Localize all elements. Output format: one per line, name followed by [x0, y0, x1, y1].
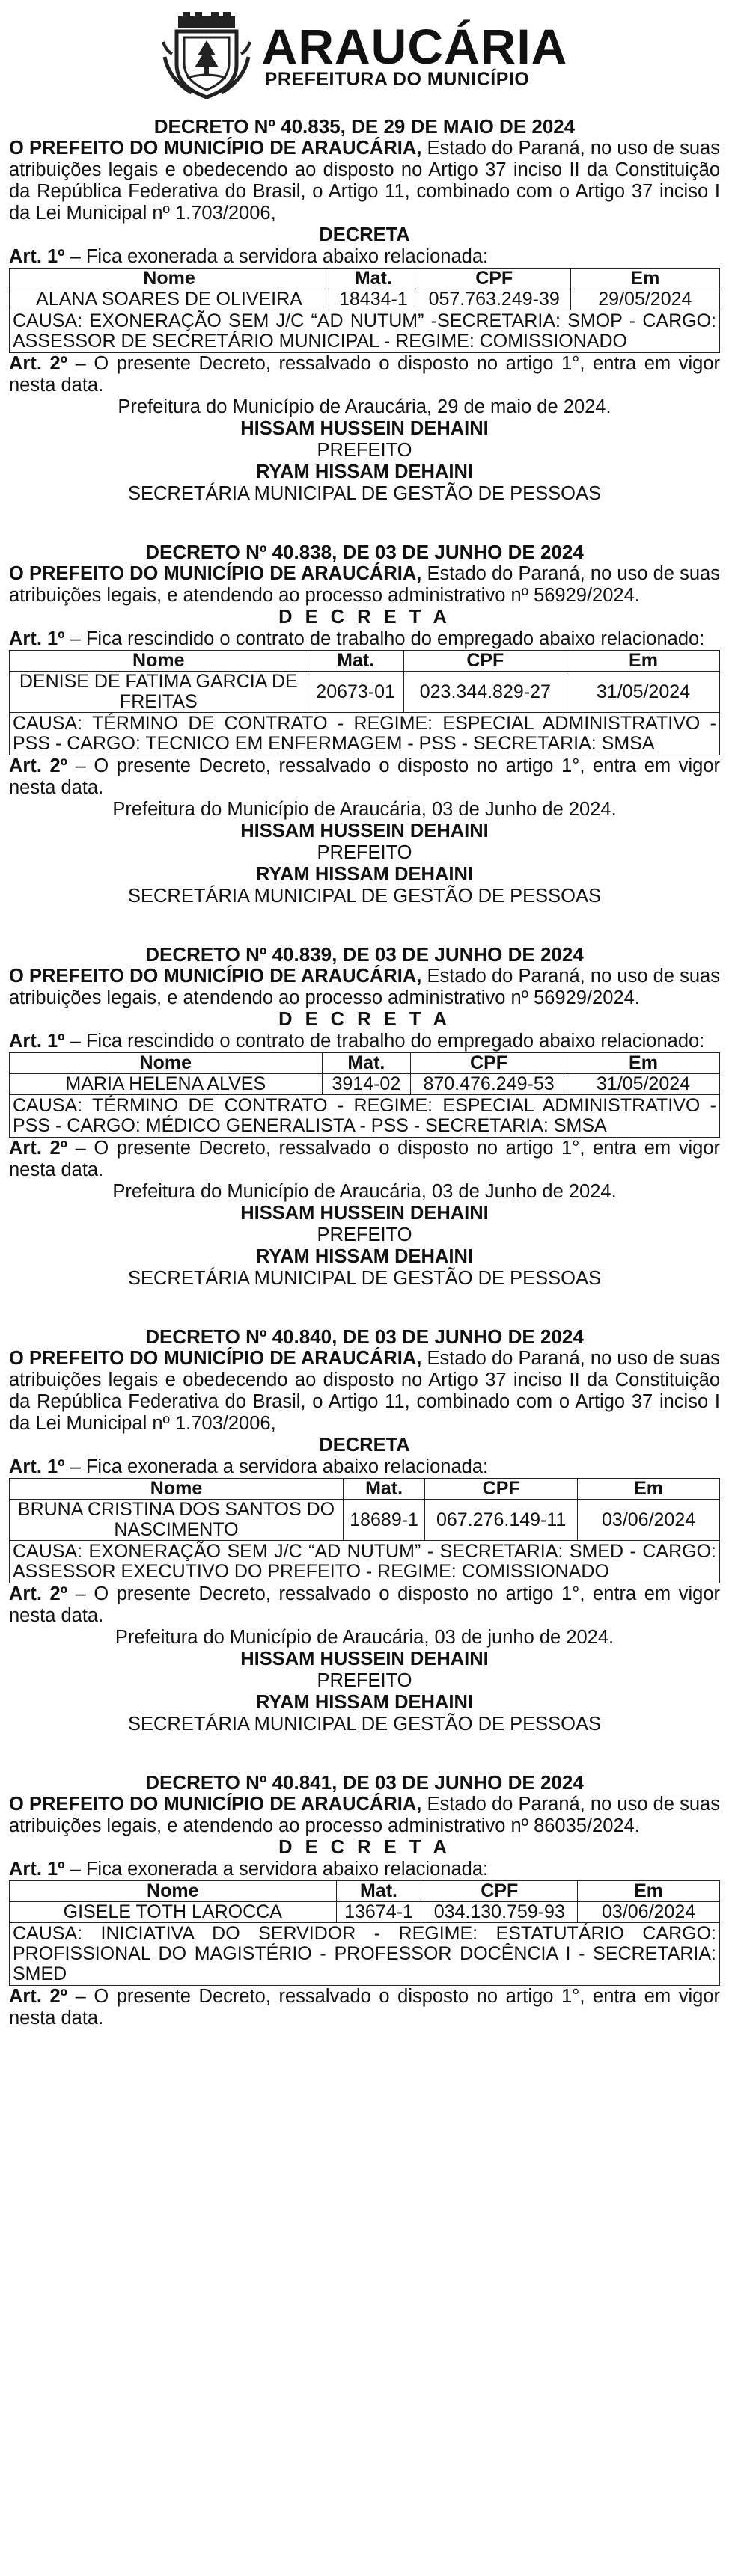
signer-secretary-name: RYAM HISSAM DEHAINI — [256, 864, 473, 885]
table-causa-row — [10, 1095, 720, 1138]
col-header-cpf: CPF — [403, 651, 567, 672]
cell-em: 03/06/2024 — [578, 1500, 720, 1541]
signer-secretary-name: RYAM HISSAM DEHAINI — [256, 1246, 473, 1267]
preamble-text: Estado do Paraná, no uso de suas atribuições legais e obedecendo ao disposto no Artigo 37 inciso II da Constituição da República Federativa do Brasil, o Artigo 11, combinado com o Artigo 37 inciso I da Lei Municipal nº 1.703/2006, — [9, 138, 720, 224]
article-label: Art. 2º — [9, 353, 67, 374]
cell-mat: 3914-02 — [322, 1074, 411, 1095]
cell-cpf: 057.763.249-39 — [418, 289, 570, 310]
article-text: – O presente Decreto, ressalvado o disposto no artigo 1°, entra em vigor nesta data. — [9, 1583, 721, 1626]
article-label: Art. 2º — [9, 755, 67, 776]
col-header-em: Em — [567, 651, 719, 672]
article-2 — [9, 1138, 720, 1181]
decree-preamble — [9, 563, 720, 607]
decree-40835 — [9, 115, 720, 505]
col-header-cpf: CPF — [421, 1881, 578, 1902]
preamble-authority: O PREFEITO DO MUNICÍPIO DE ARAUCÁRIA, — [9, 966, 422, 987]
signer-mayor-name: HISSAM HUSSEIN DEHAINI — [240, 1649, 489, 1669]
cell-em: 29/05/2024 — [570, 289, 719, 310]
cell-nome: MARIA HELENA ALVES — [10, 1074, 323, 1095]
employee-table — [9, 1880, 720, 1986]
decree-closing: Prefeitura do Município de Araucária, 03 de junho de 2024. — [115, 1627, 614, 1648]
col-header-mat: Mat. — [322, 1053, 411, 1074]
signer-mayor-role: PREFEITO — [317, 1224, 412, 1245]
table-causa-row — [10, 1923, 720, 1986]
signer-mayor-name: HISSAM HUSSEIN DEHAINI — [240, 418, 489, 439]
article-1 — [9, 1031, 720, 1052]
cell-cpf: 067.276.149-11 — [425, 1500, 578, 1541]
cell-nome: BRUNA CRISTINA DOS SANTOS DO NASCIMENTO — [10, 1500, 344, 1541]
employee-table — [9, 650, 720, 755]
signer-mayor-role: PREFEITO — [317, 842, 412, 863]
article-text: – O presente Decreto, ressalvado o disposto no artigo 1°, entra em vigor nesta data. — [9, 1986, 721, 2028]
table-header-row — [10, 1881, 720, 1902]
page-header — [9, 0, 720, 105]
cell-cpf: 023.344.829-27 — [403, 672, 567, 713]
cell-causa: CAUSA: INICIATIVA DO SERVIDOR - REGIME: ESTATUTÁRIO CARGO: PROFISSIONAL DO MAGISTÉRIO - PROFESSOR DOCÊNCIA I - SECRETARIA: SMED — [10, 1923, 720, 1986]
decree-40839 — [9, 943, 720, 1289]
col-header-nome: Nome — [10, 651, 308, 672]
article-text: – O presente Decreto, ressalvado o disposto no artigo 1°, entra em vigor nesta data. — [9, 755, 721, 798]
cell-causa: CAUSA: EXONERAÇÃO SEM J/C “AD NUTUM” - SECRETARIA: SMED - CARGO: ASSESSOR EXECUTIVO DO PREFEITO - REGIME: COMISSIONADO — [10, 1541, 720, 1583]
cell-em: 31/05/2024 — [567, 1074, 719, 1095]
article-label: Art. 2º — [9, 1138, 67, 1159]
cell-nome: GISELE TOTH LAROCCA — [10, 1902, 337, 1923]
preamble-text: Estado do Paraná, no uso de suas atribuições legais, e atendendo ao processo administrativo nº 86035/2024. — [9, 1794, 720, 1836]
decreta-heading: D E C R E T A — [278, 1009, 451, 1030]
article-text: – Fica exonerada a servidora abaixo relacionada: — [64, 1456, 489, 1477]
brand-subtitle: PREFEITURA DO MUNICÍPIO — [264, 69, 530, 90]
decreta-heading: DECRETA — [319, 224, 410, 245]
article-label: Art. 2º — [9, 1583, 67, 1604]
col-header-nome: Nome — [10, 269, 329, 289]
employee-table — [9, 268, 720, 353]
preamble-text: Estado do Paraná, no uso de suas atribuições legais, e atendendo ao processo administrativo nº 56929/2024. — [9, 563, 720, 606]
table-header-row — [10, 651, 720, 672]
col-header-mat: Mat. — [329, 269, 418, 289]
cell-cpf: 870.476.249-53 — [411, 1074, 567, 1095]
decree-preamble — [9, 1348, 720, 1435]
decree-preamble — [9, 138, 720, 224]
signer-mayor-role: PREFEITO — [317, 440, 412, 461]
decreta-heading: D E C R E T A — [278, 607, 451, 628]
col-header-cpf: CPF — [425, 1479, 578, 1500]
cell-em: 03/06/2024 — [578, 1902, 720, 1923]
table-header-row — [10, 1479, 720, 1500]
article-label: Art. 2º — [9, 1986, 67, 2007]
preamble-authority: O PREFEITO DO MUNICÍPIO DE ARAUCÁRIA, — [9, 1348, 422, 1369]
decreta-heading: D E C R E T A — [278, 1837, 451, 1858]
col-header-em: Em — [570, 269, 719, 289]
article-label: Art. 1º — [9, 1859, 65, 1880]
col-header-mat: Mat. — [344, 1479, 425, 1500]
signer-mayor-name: HISSAM HUSSEIN DEHAINI — [240, 1203, 489, 1224]
signer-secretary-name: RYAM HISSAM DEHAINI — [256, 461, 473, 482]
table-header-row — [10, 269, 720, 289]
brand-name: ARAUCÁRIA — [261, 19, 568, 74]
article-2 — [9, 755, 720, 799]
preamble-authority: O PREFEITO DO MUNICÍPIO DE ARAUCÁRIA, — [9, 1794, 422, 1815]
cell-causa: CAUSA: EXONERAÇÃO SEM J/C “AD NUTUM” -SECRETARIA: SMOP - CARGO: ASSESSOR DE SECRETÁRIO MUNICIPAL - REGIME: COMISSIONADO — [10, 310, 720, 353]
table-row — [10, 1902, 720, 1923]
table-causa-row — [10, 310, 720, 353]
preamble-text: Estado do Paraná, no uso de suas atribuições legais e obedecendo ao disposto no Artigo 37 inciso II da Constituição da República Federativa do Brasil, o Artigo 11, combinado com o Artigo 37 inciso I da Lei Municipal nº 1.703/2006, — [9, 1348, 720, 1434]
cell-causa: CAUSA: TÉRMINO DE CONTRATO - REGIME: ESPECIAL ADMINISTRATIVO - PSS - CARGO: MÉDICO GENERALISTA - PSS - SECRETARIA: SMSA — [10, 1095, 720, 1138]
decree-preamble — [9, 1794, 720, 1837]
cell-nome: DENISE DE FATIMA GARCIA DE FREITAS — [10, 672, 308, 713]
signer-mayor-name: HISSAM HUSSEIN DEHAINI — [240, 821, 489, 841]
col-header-mat: Mat. — [336, 1881, 421, 1902]
municipal-crest-icon — [162, 12, 251, 100]
col-header-em: Em — [567, 1053, 719, 1074]
decree-closing: Prefeitura do Município de Araucária, 03 de Junho de 2024. — [112, 1181, 617, 1202]
signer-mayor-role: PREFEITO — [317, 1670, 412, 1691]
signer-secretary-role: SECRETÁRIA MUNICIPAL DE GESTÃO DE PESSOAS — [128, 1714, 601, 1735]
article-label: Art. 1º — [9, 628, 65, 649]
cell-nome: ALANA SOARES DE OLIVEIRA — [10, 289, 329, 310]
cell-cpf: 034.130.759-93 — [421, 1902, 578, 1923]
brand — [261, 19, 568, 90]
col-header-cpf: CPF — [418, 269, 570, 289]
decree-40838 — [9, 541, 720, 907]
col-header-em: Em — [578, 1881, 720, 1902]
signer-secretary-role: SECRETÁRIA MUNICIPAL DE GESTÃO DE PESSOAS — [128, 1268, 601, 1289]
decree-40840 — [9, 1325, 720, 1735]
article-2 — [9, 353, 720, 396]
article-text: – Fica rescindido o contrato de trabalho do empregado abaixo relacionado: — [64, 1031, 705, 1052]
col-header-em: Em — [578, 1479, 720, 1500]
article-text: – Fica exonerada a servidora abaixo relacionada: — [64, 246, 489, 267]
decree-title: DECRETO Nº 40.838, DE 03 DE JUNHO DE 2024 — [145, 541, 584, 563]
preamble-authority: O PREFEITO DO MUNICÍPIO DE ARAUCÁRIA, — [9, 138, 422, 159]
table-header-row — [10, 1053, 720, 1074]
table-row — [10, 672, 720, 713]
table-causa-row — [10, 713, 720, 755]
article-1 — [9, 1456, 720, 1478]
article-text: – Fica exonerada a servidora abaixo relacionada: — [64, 1859, 489, 1880]
cell-mat: 18689-1 — [344, 1500, 425, 1541]
col-header-nome: Nome — [10, 1479, 344, 1500]
table-row — [10, 289, 720, 310]
decree-preamble — [9, 966, 720, 1009]
cell-mat: 13674-1 — [336, 1902, 421, 1923]
decree-title: DECRETO Nº 40.840, DE 03 DE JUNHO DE 2024 — [145, 1325, 584, 1348]
article-label: Art. 1º — [9, 1031, 65, 1052]
preamble-text: Estado do Paraná, no uso de suas atribuições legais, e atendendo ao processo administrativo nº 56929/2024. — [9, 966, 720, 1008]
table-row — [10, 1500, 720, 1541]
article-2 — [9, 1583, 720, 1627]
employee-table — [9, 1478, 720, 1583]
signer-secretary-role: SECRETÁRIA MUNICIPAL DE GESTÃO DE PESSOAS — [128, 483, 601, 504]
article-text: – O presente Decreto, ressalvado o disposto no artigo 1°, entra em vigor nesta data. — [9, 353, 721, 396]
signer-secretary-role: SECRETÁRIA MUNICIPAL DE GESTÃO DE PESSOAS — [128, 886, 601, 907]
article-2 — [9, 1986, 720, 2029]
decree-title: DECRETO Nº 40.839, DE 03 DE JUNHO DE 2024 — [145, 943, 584, 966]
table-causa-row — [10, 1541, 720, 1583]
decree-title: DECRETO Nº 40.835, DE 29 DE MAIO DE 2024 — [153, 115, 576, 138]
col-header-nome: Nome — [10, 1881, 337, 1902]
article-1 — [9, 628, 720, 650]
article-label: Art. 1º — [9, 1456, 65, 1477]
decree-closing: Prefeitura do Município de Araucária, 03 de Junho de 2024. — [112, 799, 617, 820]
col-header-nome: Nome — [10, 1053, 323, 1074]
article-text: – Fica rescindido o contrato de trabalho do empregado abaixo relacionado: — [64, 628, 705, 649]
preamble-authority: O PREFEITO DO MUNICÍPIO DE ARAUCÁRIA, — [9, 563, 422, 584]
cell-mat: 18434-1 — [329, 289, 418, 310]
employee-table — [9, 1052, 720, 1138]
cell-mat: 20673-01 — [308, 672, 403, 713]
article-label: Art. 1º — [9, 246, 65, 267]
table-row — [10, 1074, 720, 1095]
cell-em: 31/05/2024 — [567, 672, 719, 713]
article-1 — [9, 246, 720, 268]
article-1 — [9, 1859, 720, 1880]
decree-title: DECRETO Nº 40.841, DE 03 DE JUNHO DE 2024 — [145, 1771, 584, 1794]
decreta-heading: DECRETA — [319, 1435, 410, 1456]
signer-secretary-name: RYAM HISSAM DEHAINI — [256, 1692, 473, 1713]
col-header-cpf: CPF — [411, 1053, 567, 1074]
cell-causa: CAUSA: TÉRMINO DE CONTRATO - REGIME: ESPECIAL ADMINISTRATIVO - PSS - CARGO: TECNICO EM ENFERMAGEM - PSS - SECRETARIA: SMSA — [10, 713, 720, 755]
article-text: – O presente Decreto, ressalvado o disposto no artigo 1°, entra em vigor nesta data. — [9, 1138, 721, 1180]
col-header-mat: Mat. — [308, 651, 403, 672]
decree-40841 — [9, 1771, 720, 2029]
decree-closing: Prefeitura do Município de Araucária, 29 de maio de 2024. — [118, 396, 611, 417]
